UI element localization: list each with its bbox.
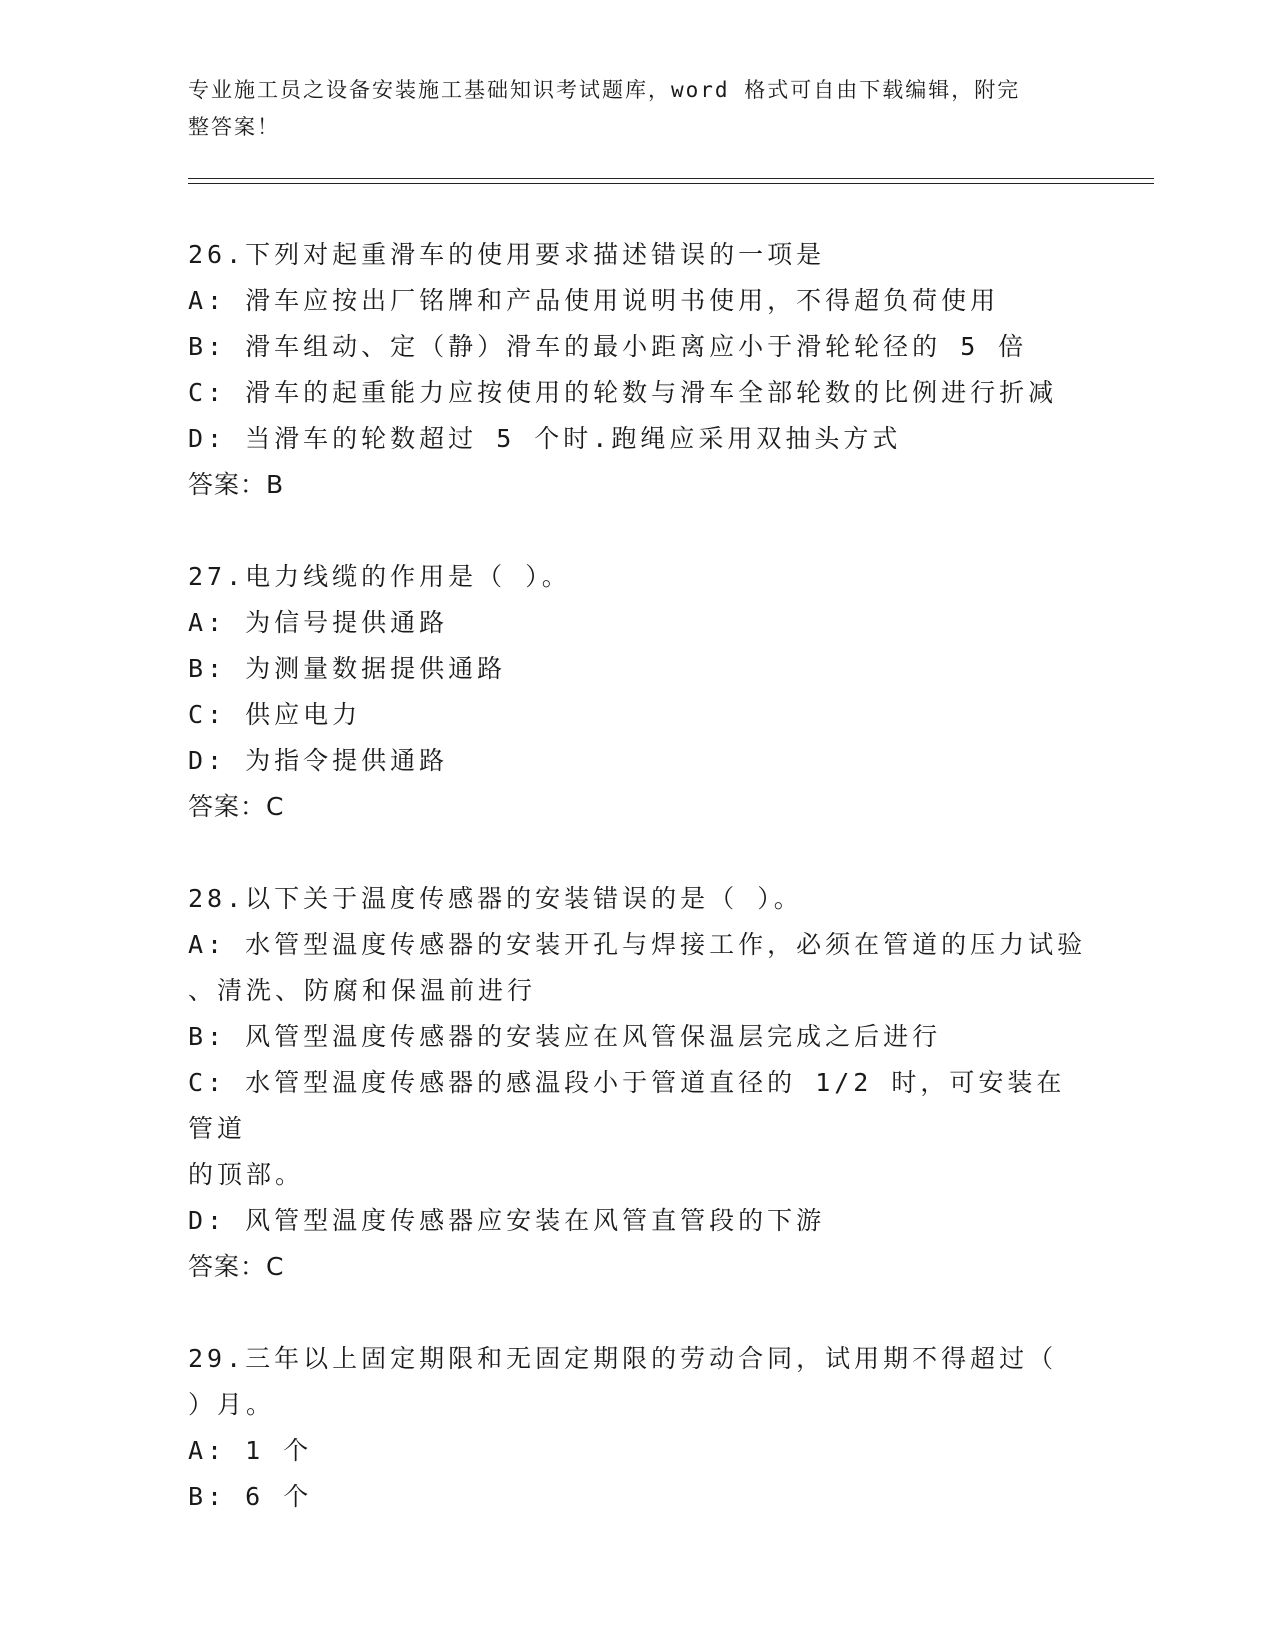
question-stem: 26.下列对起重滑车的使用要求描述错误的一项是 [188, 240, 826, 269]
answer-option: D: 为指令提供通路 [188, 746, 449, 775]
header-divider-top [188, 178, 1154, 179]
answer-option: A: 水管型温度传感器的安装开孔与焊接工作，必须在管道的压力试验 [188, 930, 1087, 959]
question-block [188, 876, 1088, 1290]
document-header [188, 72, 1058, 146]
correct-answer: 答案：C [188, 792, 285, 821]
answer-option: 、清洗、防腐和保温前进行 [188, 976, 537, 1005]
header-divider-bottom [188, 183, 1154, 184]
answer-option: C: 供应电力 [188, 700, 362, 729]
question-stem: 27.电力线缆的作用是（ ）。 [188, 562, 571, 591]
answer-option: B: 6 个 [188, 1482, 313, 1511]
question-block [188, 232, 1088, 508]
question-stem: 28.以下关于温度传感器的安装错误的是（ ）。 [188, 884, 803, 913]
answer-option: C: 水管型温度传感器的感温段小于管道直径的 1/2 时，可安装在管道 [188, 1068, 1066, 1143]
answer-option: D: 风管型温度传感器应安装在风管直管段的下游 [188, 1206, 826, 1235]
correct-answer: 答案：C [188, 1252, 285, 1281]
header-line-1: 专业施工员之设备安装施工基础知识考试题库，word 格式可自由下载编辑，附完 [188, 78, 1021, 102]
answer-option: B: 风管型温度传感器的安装应在风管保温层完成之后进行 [188, 1022, 942, 1051]
answer-option: D: 当滑车的轮数超过 5 个时.跑绳应采用双抽头方式 [188, 424, 902, 453]
answer-option: B: 为测量数据提供通路 [188, 654, 507, 683]
correct-answer: 答案：B [188, 470, 285, 499]
question-stem: 29.三年以上固定期限和无固定期限的劳动合同，试用期不得超过（ [188, 1344, 1058, 1373]
header-line-2: 整答案！ [188, 115, 280, 139]
question-stem: ）月。 [188, 1390, 276, 1419]
answer-option: C: 滑车的起重能力应按使用的轮数与滑车全部轮数的比例进行折减 [188, 378, 1058, 407]
answer-option: 的顶部。 [188, 1160, 305, 1189]
question-list [188, 232, 1088, 1566]
answer-option: A: 1 个 [188, 1436, 313, 1465]
answer-option: A: 为信号提供通路 [188, 608, 449, 637]
question-block [188, 1336, 1088, 1520]
question-block [188, 554, 1088, 830]
answer-option: A: 滑车应按出厂铭牌和产品使用说明书使用，不得超负荷使用 [188, 286, 1000, 315]
answer-option: B: 滑车组动、定（静）滑车的最小距离应小于滑轮轮径的 5 倍 [188, 332, 1028, 361]
